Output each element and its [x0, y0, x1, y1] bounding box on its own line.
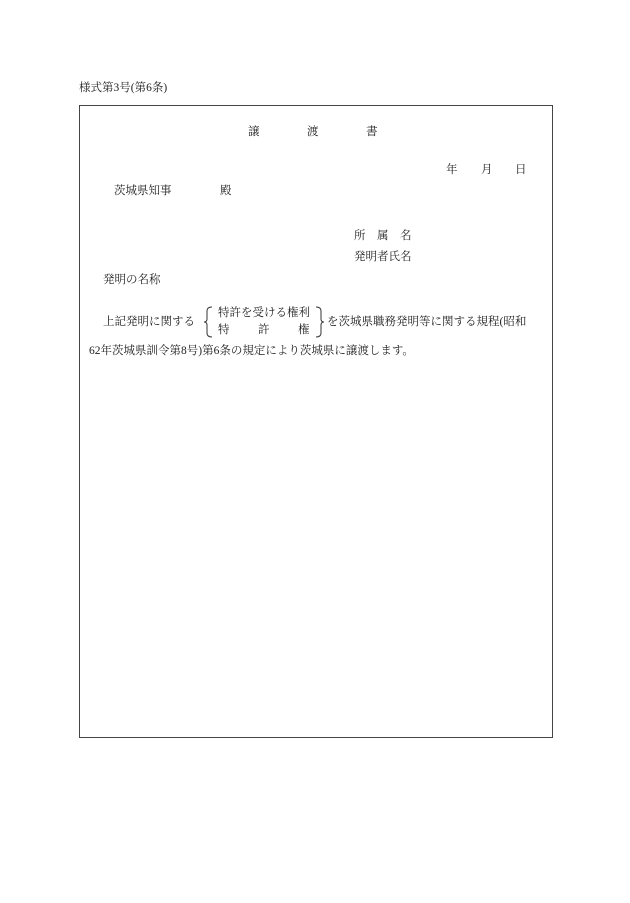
affiliation-label: 所属名: [354, 230, 423, 242]
invention-title-label: 発明の名称: [103, 274, 161, 286]
recipient-name: 茨城県知事: [114, 185, 172, 197]
date-day-label: 日: [515, 164, 527, 176]
left-brace-icon: [203, 306, 213, 338]
right-brace-icon: [315, 306, 325, 338]
recipient-honorific: 殿: [220, 185, 232, 197]
date-month-label: 月: [481, 164, 493, 176]
option-right-to-obtain-patent: 特許を受ける権利: [218, 307, 310, 319]
option-patent-right: 特許権: [218, 324, 338, 336]
statement-lead: 上記発明に関する: [103, 316, 195, 328]
statement-line1-rest: を茨城県職務発明等に関する規程(昭和: [327, 316, 527, 328]
statement-line2: 62年茨城県訓令第8号)第6条の規定により茨城県に譲渡します。: [89, 345, 414, 357]
form-frame: [79, 105, 553, 738]
inventor-name-label: 発明者氏名: [354, 251, 412, 263]
date-year-label: 年: [446, 164, 458, 176]
form-number: 様式第3号(第6条): [79, 82, 168, 94]
document-title: 譲渡書: [248, 126, 425, 138]
